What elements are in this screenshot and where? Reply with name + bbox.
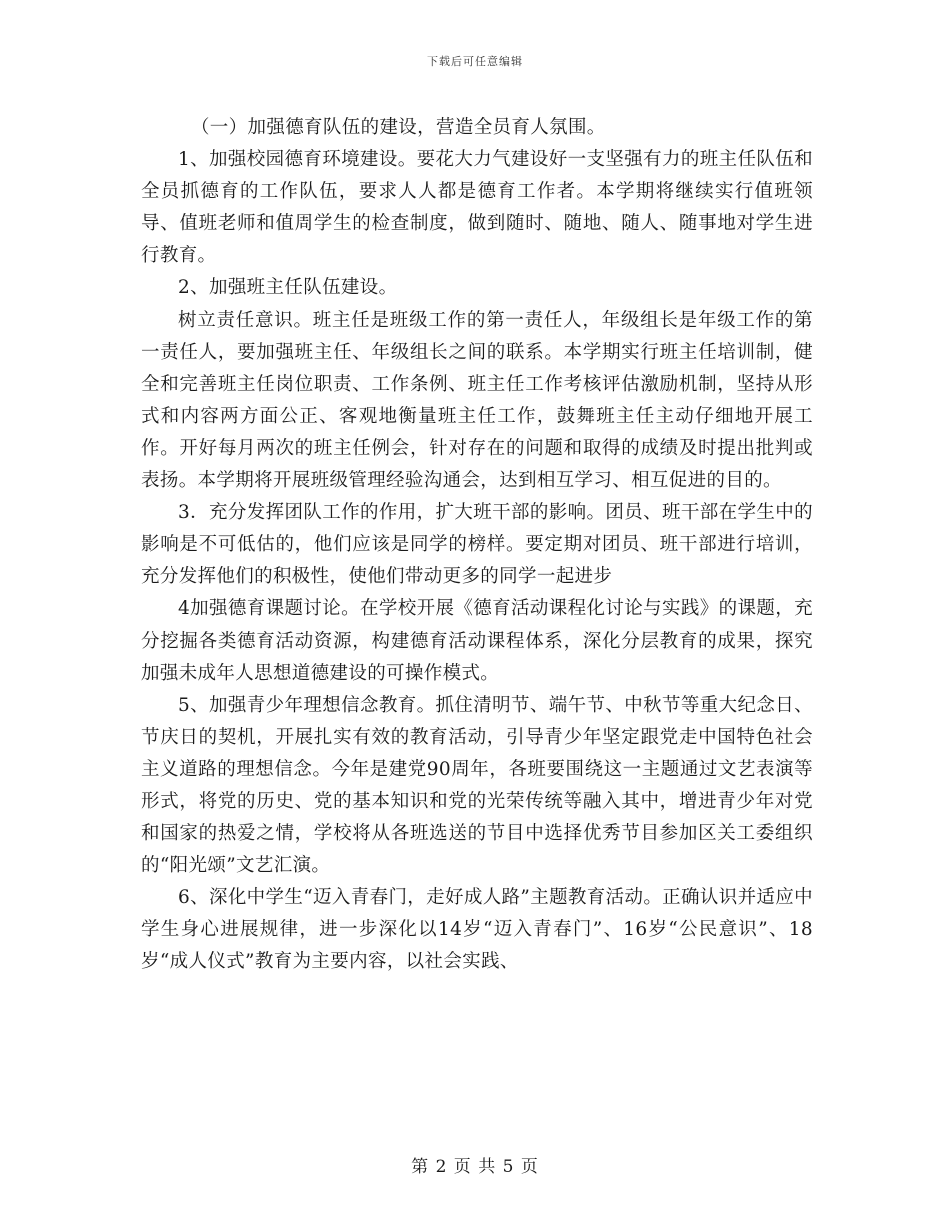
page-number-footer: 第 2 页 共 5 页: [411, 1157, 539, 1177]
document-body: [141, 112, 813, 979]
section-heading: （一）加强德育队伍的建设，营造全员育人氛围。: [190, 117, 606, 138]
paragraph-4: 3．充分发挥团队工作的作用，扩大班干部的影响。团员、班干部在学生中的影响是不可低估的，他们应该是同学的榜样。要定期对团员、班干部进行培训，充分发挥他们的积极性，使他们带动更多的同学一起进步: [141, 502, 813, 588]
paragraph-1: 1、加强校园德育环境建设。要花大力气建设好一支坚强有力的班主任队伍和全员抓德育的工作队伍，要求人人都是德育工作者。本学期将继续实行值班领导、值班老师和值周学生的检查制度，做到随时、随地、随人、随事地对学生进行教育。: [141, 149, 813, 267]
paragraph-6: 5、加强青少年理想信念教育。抓住清明节、端午节、中秋节等重大纪念日、节庆日的契机，开展扎实有效的教育活动，引导青少年坚定跟党走中国特色社会主义道路的理想信念。今年是建党90周年，各班要围绕这一主题通过文艺表演等形式，将党的历史、党的基本知识和党的光荣传统等融入其中，增进青少年对党和国家的热爱之情，学校将从各班选送的节目中选择优秀节目参加区关工委组织的“阳光颂”文艺汇演。: [141, 694, 813, 877]
paragraph-2: 2、加强班主任队伍建设。: [178, 277, 398, 299]
paragraph-5: 4加强德育课题讨论。在学校开展《德育活动课程化讨论与实践》的课题，充分挖掘各类德育活动资源，构建德育活动课程体系，深化分层教育的成果，探究加强未成年人思想道德建设的可操作模式。: [141, 598, 813, 684]
paragraph-7: 6、深化中学生“迈入青春门，走好成人路”主题教育活动。正确认识并适应中学生身心进展规律，进一步深化以14岁“迈入青春门”、16岁“公民意识”、18岁“成人仪式”教育为主要内容，以社会实践、: [141, 887, 813, 973]
paragraph-3: 树立责任意识。班主任是班级工作的第一责任人，年级组长是年级工作的第一责任人，要加强班主任、年级组长之间的联系。本学期实行班主任培训制，健全和完善班主任岗位职责、工作条例、班主任工作考核评估激励机制，坚持从形式和内容两方面公正、客观地衡量班主任工作，鼓舞班主任主动仔细地开展工作。开好每月两次的班主任例会，针对存在的问题和取得的成绩及时提出批判或表扬。本学期将开展班级管理经验沟通会，达到相互学习、相互促进的目的。: [141, 309, 813, 492]
page-header-note: 下载后可任意编辑: [427, 55, 523, 68]
